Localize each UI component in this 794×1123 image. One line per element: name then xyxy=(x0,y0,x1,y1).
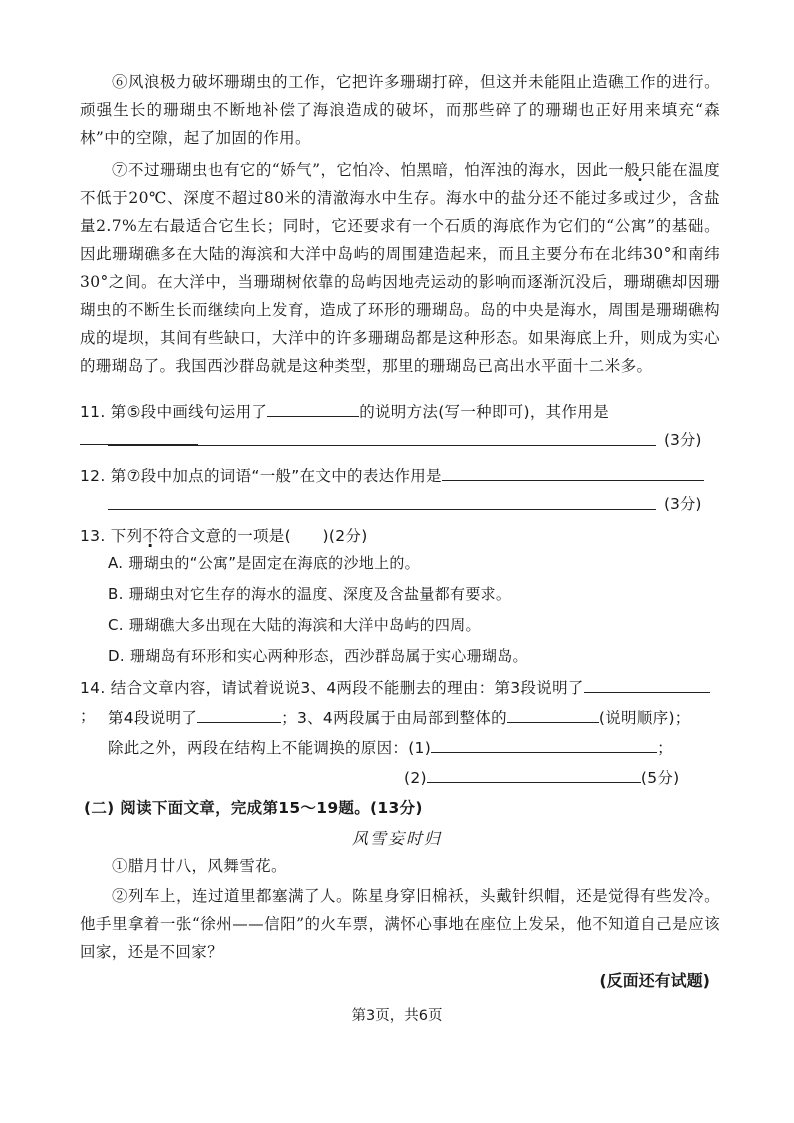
q12-text-a: 12. 第⑦段中加点的词语“一般”在文中的表达作用是 xyxy=(80,467,442,485)
passage-paragraph-7 xyxy=(80,156,720,380)
q11-blank-effect[interactable] xyxy=(80,426,198,445)
essay-paragraph-1: ①腊月廿八，风舞雪花。 xyxy=(112,857,287,875)
q13-text-b: 符合文意的一项是( )(2分) xyxy=(158,527,368,545)
q14-text-1: 14. 结合文章内容，请试着说说3、4两段不能删去的理由：第3段说明了 xyxy=(80,679,584,697)
q14-text-3-end: ； xyxy=(657,739,673,757)
question-12 xyxy=(80,462,720,490)
page-footer: 第3页，共6页 xyxy=(351,1008,443,1024)
emphasis-dotted-word: 一般 xyxy=(608,161,641,179)
q12-blank[interactable] xyxy=(442,462,704,481)
q13-option-b[interactable]: B. 珊瑚虫对它生存的海水的温度、深度及含盐量都有要求。 xyxy=(108,585,512,603)
q14-blank-reason-2[interactable] xyxy=(427,764,641,783)
q11-text-b: 的说明方法(写一种即可)，其作用是 xyxy=(359,403,609,421)
essay-title: 风雪妄时归 xyxy=(351,829,442,848)
section-2-heading: (二) 阅读下面文章，完成第15～19题。(13分) xyxy=(84,799,423,817)
q14-score: (5分) xyxy=(640,769,680,787)
essay-paragraph-2: ②列车上，连过道里都塞满了人。陈星身穿旧棉袄，头戴针织帽，还是觉得有些发冷。他手里拿着一张“徐州——信阳”的火车票，满怀心事地在座位上发呆，他不知道自己是应该回家，还是不回家？ xyxy=(80,887,720,961)
passage-paragraph-6: ⑥风浪极力破坏珊瑚虫的工作，它把许多珊瑚打碎，但这并未能阻止造礁工作的进行。顽强生长的珊瑚虫不断地补偿了海浪造成的破坏，而那些碎了的珊瑚也正好用来填充“森林”中的空隙，起了加固的作用。 xyxy=(80,73,720,147)
q13-option-d[interactable]: D. 珊瑚岛有环形和实心两种形态，西沙群岛属于实心珊瑚岛。 xyxy=(108,647,528,665)
q14-text-1-end: ； xyxy=(80,707,96,725)
emphasis-dotted-word: 不 xyxy=(142,527,159,545)
p7-text-b: 只能在温度不低于20℃、深度不超过80米的清澈海水中生存。海水中的盐分还不能过多或过少，含盐量2.7%左右最适合它生长；同时，它还要求有一个石质的海底作为它们的“公寓”的基础。因此珊瑚礁多在大陆的海滨和大洋中岛屿的周围建造起来，而且主要分布在北纬30°和南纬30°之间。在大洋中，当珊瑚树依靠的岛屿因地壳运动的影响而逐渐沉没后，珊瑚礁却因珊瑚虫的不断生长而继续向上发育，造成了环形的珊瑚岛。岛的中央是海水，周围是珊瑚礁构成的堤坝，其间有些缺口，大洋中的许多珊瑚岛都是这种形态。如果海底上升，则成为实心的珊瑚岛了。我国西沙群岛就是这种类型，那里的珊瑚岛已高出水平面十二米多。 xyxy=(80,161,720,375)
q14-blank-para4[interactable] xyxy=(197,704,281,723)
q11-answer-line[interactable] xyxy=(108,444,656,446)
q14-text-2c: (说明顺序)； xyxy=(598,709,691,727)
q12-answer-line[interactable] xyxy=(108,508,656,510)
p7-text-a: ⑦不过珊瑚虫也有它的“娇气”，它怕冷、怕黑暗，怕浑浊的海水，因此 xyxy=(112,161,609,179)
q11-text-a: 11. 第⑤段中画线句运用了 xyxy=(80,403,268,421)
q11-score: (3分) xyxy=(664,431,702,449)
question-14-line-3 xyxy=(108,734,720,762)
q12-score: (3分) xyxy=(664,495,702,513)
question-13 xyxy=(80,522,720,550)
question-14-line-4 xyxy=(404,764,724,792)
back-page-note: (反面还有试题) xyxy=(599,971,710,990)
q14-blank-reason-1[interactable] xyxy=(431,734,657,753)
q14-text-3: 除此之外，两段在结构上不能调换的原因：(1) xyxy=(108,739,432,757)
q11-blank-method[interactable] xyxy=(267,398,359,417)
q14-blank-para3[interactable] xyxy=(584,674,710,693)
q14-blank-order[interactable] xyxy=(507,704,599,723)
q13-option-a[interactable]: A. 珊瑚虫的“公寓”是固定在海底的沙地上的。 xyxy=(108,554,420,572)
q14-text-2b: ；3、4两段属于由局部到整体的 xyxy=(281,709,507,727)
question-14-line-2 xyxy=(108,704,720,732)
q14-text-2a: 第4段说明了 xyxy=(108,709,198,727)
q13-text-a: 13. 下列 xyxy=(80,527,143,545)
q13-option-c[interactable]: C. 珊瑚礁大多出现在大陆的海滨和大洋中岛屿的四周。 xyxy=(108,616,481,634)
q14-text-4: (2) xyxy=(404,769,427,787)
